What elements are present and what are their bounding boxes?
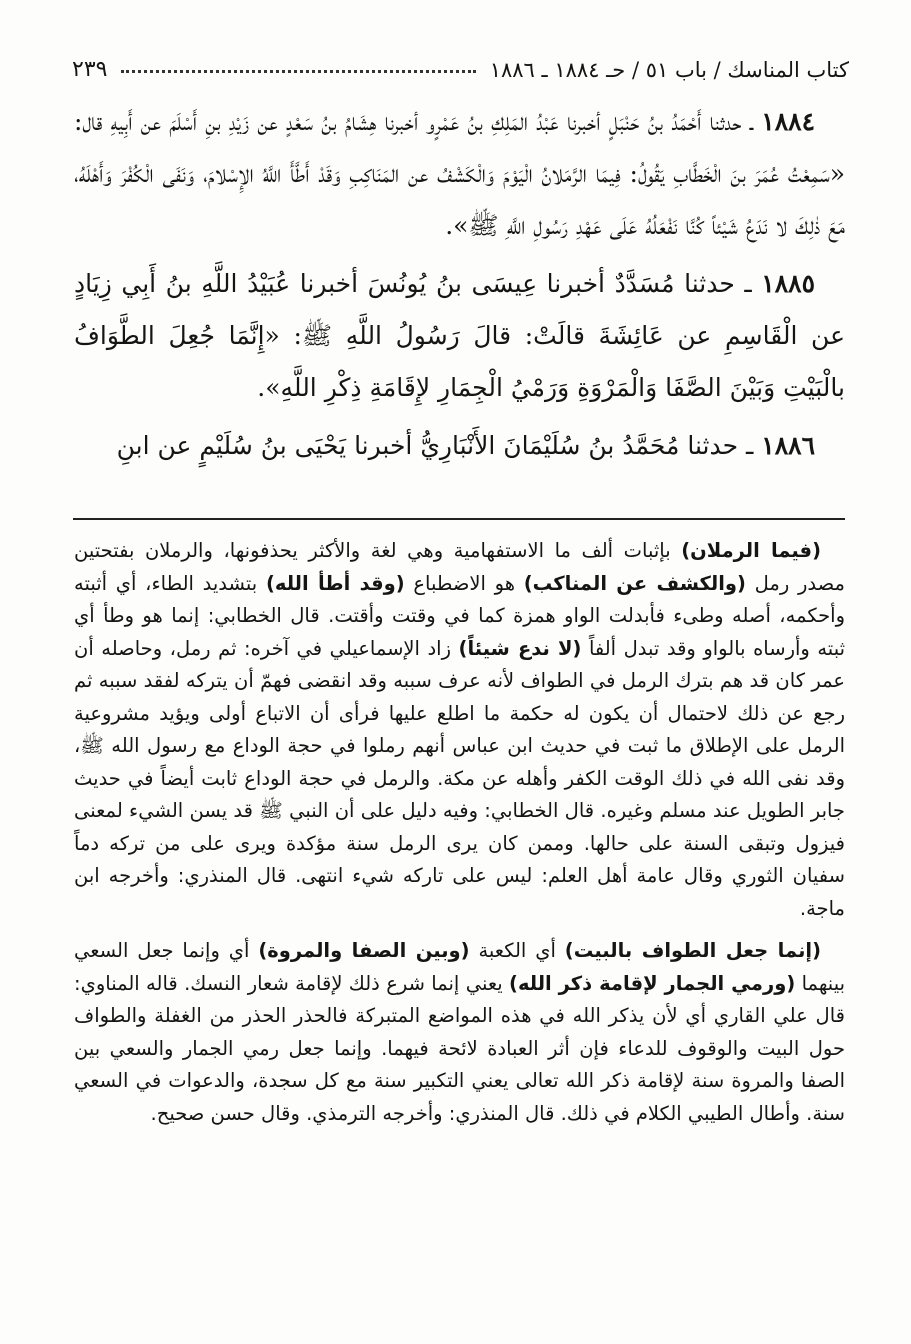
commentary-lemma: (لا ندع شيئاً) bbox=[458, 636, 582, 660]
commentary-block bbox=[74, 535, 845, 1140]
commentary-lemma: (فيما الرملان) bbox=[681, 539, 821, 562]
commentary-text: أي وإنما جعل السعي بينهما bbox=[74, 939, 846, 995]
running-title: كتاب المناسك / باب ٥١ / حـ ١٨٨٤ ـ ١٨٨٦ bbox=[489, 58, 849, 82]
hadith-paragraph bbox=[74, 96, 845, 252]
commentary-paragraph bbox=[74, 935, 845, 1130]
hadith-paragraph bbox=[74, 258, 845, 414]
hadith-number: ١٨٨٤ bbox=[761, 107, 815, 136]
hadith-number: ١٨٨٦ bbox=[761, 431, 815, 460]
commentary-text: هو الاضطباع bbox=[404, 571, 524, 595]
hadith-paragraph bbox=[74, 420, 845, 472]
commentary-lemma: (ورمي الجمار لإقامة ذكر الله) bbox=[509, 971, 796, 995]
hadith-text: ـ حدثنا مُحَمَّدُ بنُ سُلَيْمَانَ الأَنْبَارِيُّ أخبرنا يَحْيَى بنُ سُلَيْمٍ عن ابنِ bbox=[116, 431, 762, 460]
footnote-separator bbox=[73, 518, 845, 520]
commentary-text: بتشديد الطاء، أي أثبته وأحكمه، أصله وطىء فأبدلت الواو همزة كما في وقتت وأقتت. قال الخطابي: إنما هو وطأ أي ثبته وأرساه بالواو وقد تبدل ألفاً bbox=[74, 571, 845, 660]
commentary-text: يعني إنما شرع ذلك لإقامة شعار النسك. قاله المناوي: قال علي القاري أي لأن يذكر الله في هذه المواضع المتبركة فالحذر الحذر من الغفلة والطواف حول البيت والوقوف للدعاء فإن أثر العبادة لائحة فيهما. وإنما جعل رمي الجمار والسعي بين الصفا والمروة سنة لإقامة ذكر الله تعالى يعني التكبير سنة مع كل سجدة، والدعوات في السعي سنة. وأطال الطيبي الكلام في ذلك. قال المنذري: وأخرجه الترمذي. وقال حسن صحيح. bbox=[74, 971, 845, 1125]
commentary-lemma: (إنما جعل الطواف بالبيت) bbox=[564, 939, 821, 962]
commentary-text: أي الكعبة bbox=[469, 939, 565, 962]
header-dotted-leader bbox=[121, 70, 475, 73]
commentary-text: بإثبات ألف ما الاستفهامية وهي لغة والأكثر يحذفونها، والرملان بفتحتين مصدر رمل bbox=[74, 539, 845, 595]
page-header bbox=[72, 42, 849, 82]
page-number: ٢٣٩ bbox=[72, 57, 108, 82]
commentary-lemma: (وقد أطأ الله) bbox=[265, 571, 405, 595]
commentary-paragraph bbox=[74, 535, 845, 925]
commentary-lemma: (والكشف عن المناكب) bbox=[523, 571, 746, 595]
hadith-text: ـ حدثنا أَحْمَدُ بنُ حَنْبَلٍ أخبرنا عَبْدُ المَلِكِ بنُ عَمْرٍو أخبرنا هِشَامُ بنُ سَعْدٍ عن زَيْدِ بنِ أَسْلَمَ عن أَبِيهِ قال: «سَمِعْتُ عُمَرَ بنَ الْخَطَّابِ يَقُولُ: فِيمَا الرَّمَلانُ الْيَوْمَ وَالْكَشْفُ عن المَنَاكِبِ وَقَدْ أَطَّأَ اللَّهُ الإِسْلامَ، وَنَفَى الْكُفْرَ وَأَهْلَهُ، مَعَ ذٰلِكَ لا نَدَعُ شَيْئاً كُنَّا نَفْعَلُهُ عَلَى عَهْدِ رَسُولِ اللَّهِ ﷺ». bbox=[74, 107, 845, 240]
hadith-text-block bbox=[74, 96, 845, 478]
hadith-text: ـ حدثنا مُسَدَّدٌ أخبرنا عِيسَى بنُ يُونُسَ أخبرنا عُبَيْدُ اللَّهِ بنُ أَبِي زِيَادٍ عن الْقَاسِمِ عن عَائِشَةَ قالَتْ: قالَ رَسُولُ اللَّهِ ﷺ: «إِنَّمَا جُعِلَ الطَّوَافُ بالْبَيْتِ وَبَيْنَ الصَّفَا وَالْمَرْوَةِ وَرَمْيُ الْجِمَارِ لإِقَامَةِ ذِكْرِ اللَّهِ». bbox=[74, 269, 845, 402]
commentary-lemma: (وبين الصفا والمروة) bbox=[258, 939, 470, 962]
commentary-text: زاد الإسماعيلي في آخره: ثم رمل، وحاصله أن عمر كان قد هم بترك الرمل في الطواف لأنه عرف سببه وقد انقضى فهمّ أن يتركه لفقد سببه ثم رجع عن ذلك لاحتمال أن يكون له حكمة ما اطلع عليها فرأى أن الاتباع أولى ويؤيد مشروعية الرمل على الإطلاق ما ثبت في حديث ابن عباس أنهم رملوا في حجة الوداع مع رسول الله ﷺ، وقد نفى الله في ذلك الوقت الكفر وأهله عن مكة. والرمل في حجة الوداع ثابت أيضاً في حديث جابر الطويل عند مسلم وغيره. قال الخطابي: وفيه دليل على أن النبي ﷺ قد يسن الشيء لمعنى فيزول وتبقى السنة على حالها. وممن كان يرى الرمل سنة مؤكدة ويرى على من تركه دماً سفيان الثوري وقال عامة أهل العلم: ليس على تاركه شيء انتهى. قال المنذري: وأخرجه ابن ماجة. bbox=[74, 636, 845, 920]
hadith-number: ١٨٨٥ bbox=[761, 269, 815, 298]
